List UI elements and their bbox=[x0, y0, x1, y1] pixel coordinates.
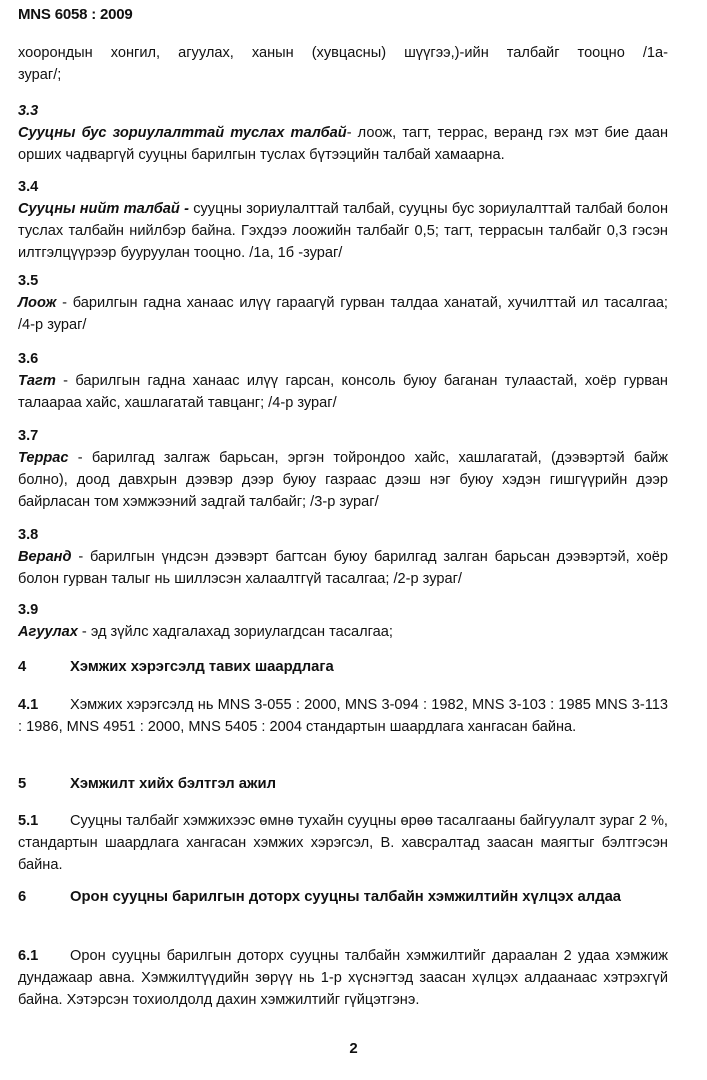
clause-number: 5.1 bbox=[18, 813, 39, 829]
clause-4-1 bbox=[18, 694, 668, 738]
continuation-line-1: хоорондын хонгил, агуулах, ханын (хувцасны) шүүгээ,)-ийн талбайг тооцно /1а- bbox=[18, 45, 668, 61]
definition-number: 3.5 bbox=[18, 273, 39, 289]
definition-3-7 bbox=[18, 425, 668, 513]
definition-term: Агуулах bbox=[18, 624, 78, 640]
definition-text: - барилгын гадна ханаас илүү гарсан, консоль буюу баганан тулаастай, хоёр гурван талаараа хайс, хашлагатай тавцанг; /4-р зураг/ bbox=[18, 373, 668, 411]
definition-text: - барилгын үндсэн дээвэрт багтсан буюу барилгад залган барьсан дээвэртэй, хоёр болон гурван талыг нь шиллэсэн халаалтгүй тасалгаа; /2-р зураг/ bbox=[18, 549, 668, 587]
section-title: Хэмжилт хийх бэлтгэл ажил bbox=[70, 776, 276, 792]
definition-text: - барилгын гадна ханаас илүү гараагүй гурван талдаа ханатай, хучилттай ил тасалгаа; /4-р зураг/ bbox=[18, 295, 668, 333]
definition-number: 3.3 bbox=[18, 103, 39, 119]
clause-6-1 bbox=[18, 945, 668, 1011]
definition-number: 3.6 bbox=[18, 351, 39, 367]
section-number: 5 bbox=[18, 776, 27, 792]
clause-text: Хэмжих хэрэгсэлд нь MNS 3-055 : 2000, MNS 3-094 : 1982, MNS 3-103 : 1985 MNS 3-113 : 1986, MNS 4951 : 2000, MNS 5405 : 2004 стандартын шаардлага хангасан байна. bbox=[18, 697, 668, 735]
definition-3-4 bbox=[18, 176, 668, 264]
definition-term: Лоож bbox=[18, 295, 57, 311]
definition-number: 3.9 bbox=[18, 602, 39, 618]
section-number: 6 bbox=[18, 889, 27, 905]
definition-term: Тагт bbox=[18, 373, 56, 389]
section-6-heading bbox=[18, 886, 668, 908]
section-title: Хэмжих хэрэгсэлд тавих шаардлага bbox=[70, 659, 334, 675]
definition-3-5 bbox=[18, 270, 668, 336]
clause-text: Орон сууцны барилгын доторх сууцны талбайн хэмжилтийг дараалан 2 удаа хэмжиж дундажаар авна. Хэмжилтүүдийн зөрүү нь 1-р хүснэгтэд заасан хүлцэх алдаанаас хэтрэхгүй байна. Хэтэрсэн тохиолдолд дахин хэмжилтийг гүйцэтгэнэ. bbox=[18, 948, 668, 1008]
standard-header: MNS 6058 : 2009 bbox=[18, 6, 133, 23]
section-title: Орон сууцны барилгын доторх сууцны талбайн хэмжилтийн хүлцэх алдаа bbox=[70, 889, 622, 905]
clause-5-1 bbox=[18, 810, 668, 876]
section-5-heading bbox=[18, 773, 668, 795]
definition-text: сууцны зориулалттай талбай, сууцны бус зориулалттай талбай болон туслах талбайн нийлбэр байна. Гэхдээ лоожийн талбайг 0,5; тагт, террасын талбайг 0,3 гэсэн илтгэлцүүрээр бууруулан тооцно. /1а, 1б -зураг/ bbox=[18, 201, 669, 261]
definition-text: - лоож, тагт, террас, веранд гэх мэт бие даан орших чадваргүй сууцны барилгын туслах бүтээцийн талбай хамаарна. bbox=[18, 125, 668, 163]
continuation-paragraph bbox=[18, 42, 668, 86]
definition-text: - барилгад залгаж барьсан, эргэн тойрондоо хайс, хашлагатай, (дээвэртэй байж болно), доод давхрын дээвэр дээр буюу газраас дээш нэг буюу хэдэн гишгүүрийн дээр байрласан том хэмжээний задгай талбайг; /3-р зураг/ bbox=[18, 450, 668, 510]
clause-number: 4.1 bbox=[18, 697, 39, 713]
definition-term: Террас bbox=[18, 450, 69, 466]
section-4-heading bbox=[18, 656, 668, 678]
definition-term: Сууцны бус зориулалттай туслах талбай bbox=[18, 125, 347, 141]
section-number: 4 bbox=[18, 659, 27, 675]
definition-number: 3.8 bbox=[18, 527, 39, 543]
continuation-line-2: зураг/; bbox=[18, 67, 62, 83]
definition-number: 3.7 bbox=[18, 428, 39, 444]
definition-3-6 bbox=[18, 348, 668, 414]
page-number: 2 bbox=[349, 1040, 358, 1057]
definition-3-3 bbox=[18, 100, 668, 166]
definition-number: 3.4 bbox=[18, 179, 39, 195]
definition-text: - эд зүйлс хадгалахад зориулагдсан тасалгаа; bbox=[77, 624, 393, 640]
definition-term: Веранд bbox=[18, 549, 72, 565]
definition-3-9 bbox=[18, 599, 668, 643]
definition-3-8 bbox=[18, 524, 668, 590]
definition-term: Сууцны нийт талбай - bbox=[18, 201, 189, 217]
clause-text: Сууцны талбайг хэмжихээс өмнө тухайн сууцны өрөө тасалгааны байгуулалт зураг 2 %, стандартын шаардлага хангасан хэмжих хэрэгсэл, В. хавсралтад заасан маягтыг бэлтгэсэн байна. bbox=[18, 813, 668, 873]
clause-number: 6.1 bbox=[18, 948, 39, 964]
